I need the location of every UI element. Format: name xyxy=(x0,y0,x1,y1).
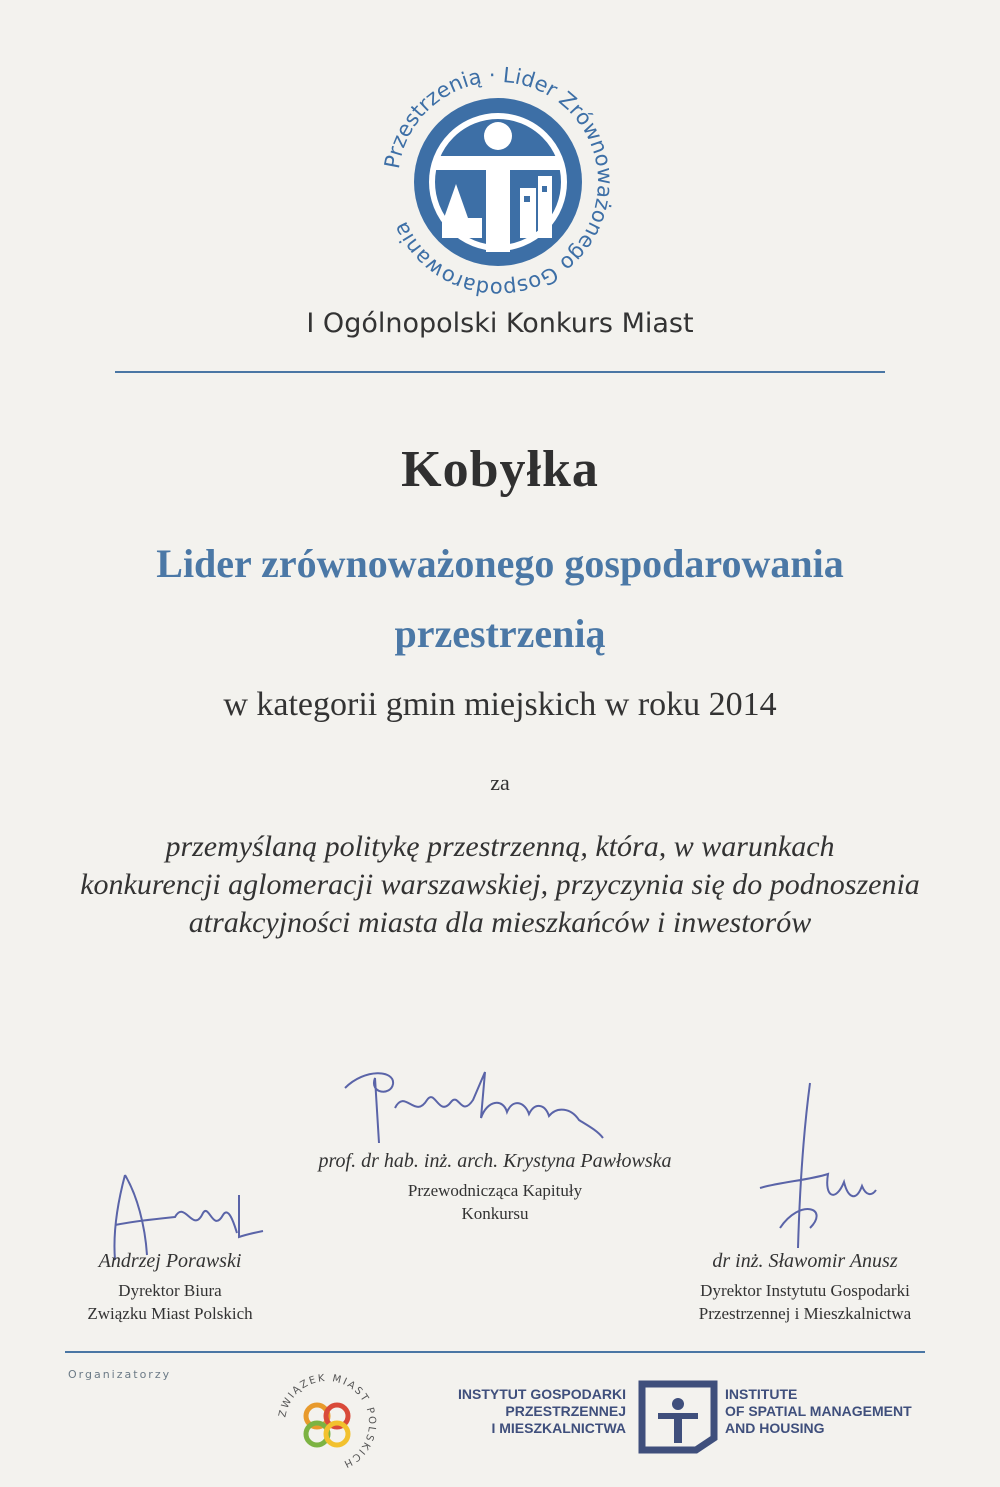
igpim-name-en-line: INSTITUTE xyxy=(725,1386,798,1402)
igpim-name-en-line: AND HOUSING xyxy=(725,1420,825,1436)
award-title-line-1: Lider zrównoważonego gospodarowania xyxy=(156,541,844,586)
contest-logo xyxy=(374,58,622,306)
igpim-name-en xyxy=(725,1386,935,1437)
zmp-logo xyxy=(272,1368,382,1478)
igpim-name-pl xyxy=(440,1386,626,1437)
signatory-role-pawlowska: Przewodnicząca Kapituły xyxy=(407,1181,583,1200)
award-title-line-2: przestrzenią xyxy=(394,611,606,656)
signatory-role-anusz: Przestrzennej i Mieszkalnictwa xyxy=(698,1304,912,1323)
city-name: Kobyłka xyxy=(401,441,599,498)
organizers-label: Organizatorzy xyxy=(68,1368,172,1381)
signatory-role-porawski: Dyrektor Biura xyxy=(118,1281,222,1300)
igpim-name-pl-line: I MIESZKALNICTWA xyxy=(491,1420,626,1436)
for-word: za xyxy=(490,770,510,795)
contest-title: I Ogólnopolski Konkurs Miast xyxy=(306,308,694,339)
signature-pawlowska xyxy=(335,1048,605,1148)
reason-line: atrakcyjności miasta dla mieszkańców i inwestorów xyxy=(188,906,812,939)
igpim-name-en-line: OF SPATIAL MANAGEMENT xyxy=(725,1403,912,1419)
zmp-ring-text: ZWIĄZEK MIAST POLSKICH xyxy=(277,1372,378,1470)
igpim-name-pl-line: INSTYTUT GOSPODARKI xyxy=(457,1386,626,1402)
signatory-role-porawski: Związku Miast Polskich xyxy=(87,1304,253,1323)
signatory-name-pawlowska: prof. dr hab. inż. arch. Krystyna Pawłowska xyxy=(318,1150,672,1172)
signatory-role-anusz: Dyrektor Instytutu Gospodarki xyxy=(700,1281,910,1300)
signatory-name-porawski: Andrzej Porawski xyxy=(98,1250,242,1272)
award-category: w kategorii gmin miejskich w roku 2014 xyxy=(223,686,777,723)
signature-anusz xyxy=(740,1078,900,1258)
logo-ring-text: Przestrzenią · Lider Zrównoważonego Gospodarowania xyxy=(379,62,618,302)
igpim-name-pl-line: PRZESTRZENNEJ xyxy=(505,1403,626,1419)
igpim-logo xyxy=(636,1378,720,1456)
signatory-role-pawlowska: Konkursu xyxy=(461,1204,529,1223)
bottom-divider xyxy=(65,1351,925,1353)
signatory-name-anusz: dr inż. Sławomir Anusz xyxy=(712,1250,898,1272)
reason-line: konkurencji aglomeracji warszawskiej, przyczynia się do podnoszenia xyxy=(80,868,920,901)
reason-line: przemyślaną politykę przestrzenną, która, w warunkach xyxy=(165,830,835,863)
top-divider xyxy=(115,371,885,373)
